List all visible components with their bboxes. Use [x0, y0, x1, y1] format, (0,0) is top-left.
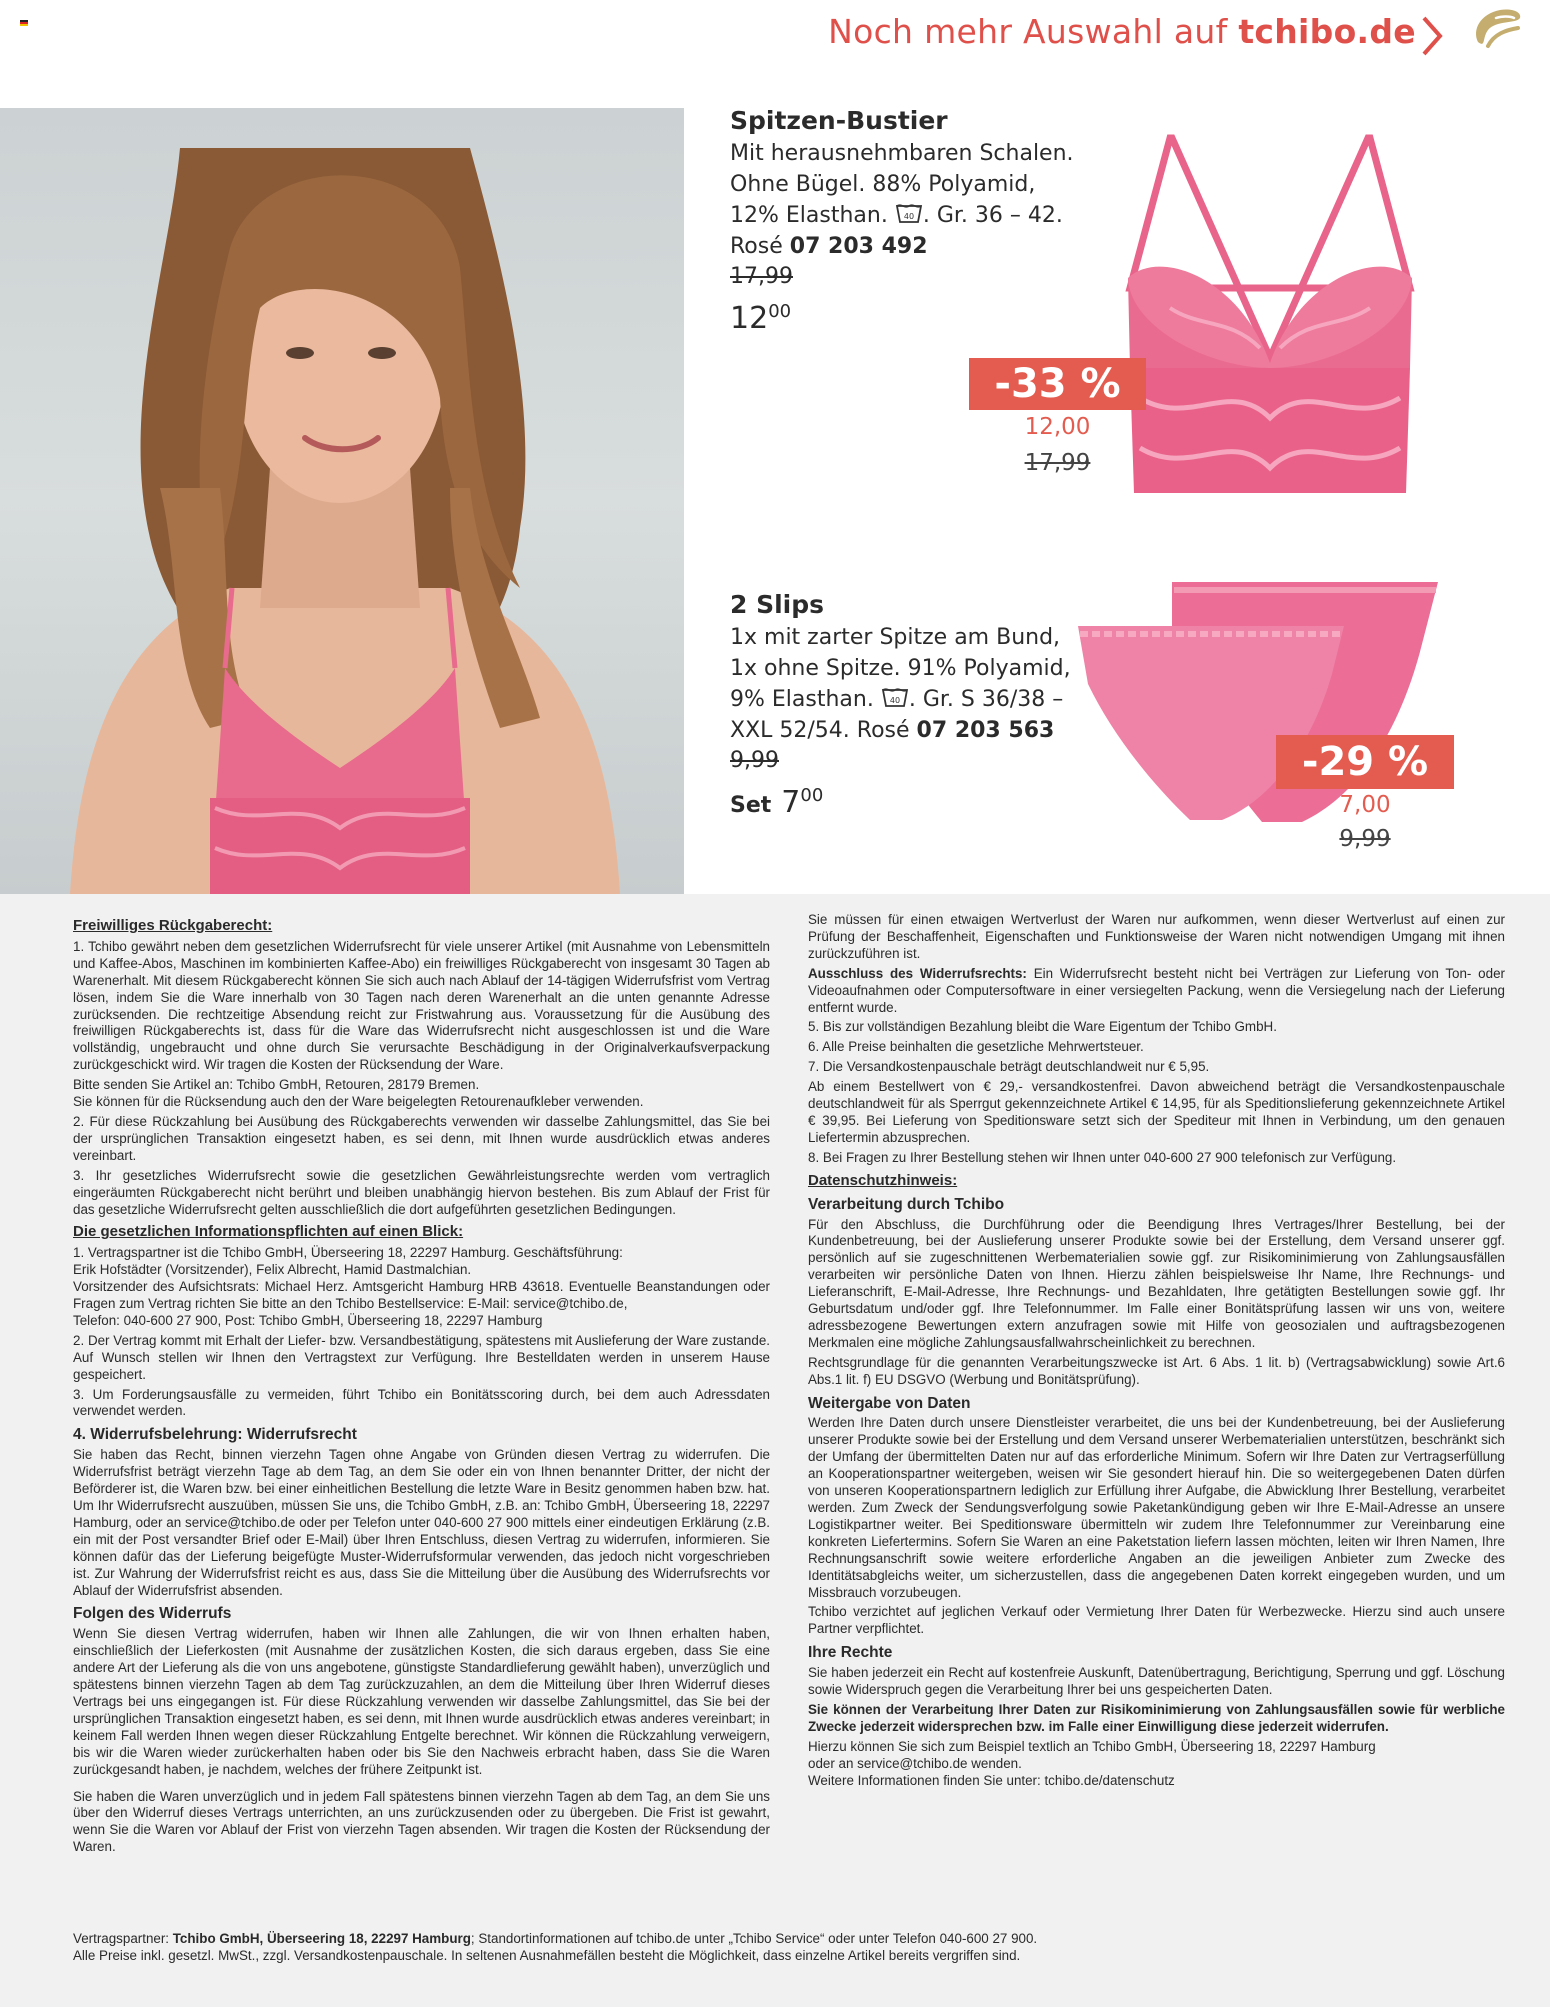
price-main: 7	[781, 785, 801, 820]
promo-header[interactable]	[828, 12, 1416, 51]
legal-paragraph: Sie haben die Waren unverzüglich und in jedem Fall spätestens binnen vierzehn Tagen ab dem Tag, an dem Sie uns über den Widerruf dieses Vertrags unterrichten, an uns zurückzusenden oder zu übergeben. Die Frist ist gewahrt, wenn Sie die Waren vor Ablauf der Frist von vierzehn Tagen absenden. Wir tragen die Kosten der Rücksendung der Waren.	[73, 1788, 770, 1855]
legal-paragraph: Sie können für die Rücksendung auch den der Ware beigelegten Retourenaufkleber verwenden.	[73, 1094, 644, 1110]
svg-text:40: 40	[889, 696, 900, 705]
wash-40-icon	[881, 686, 909, 708]
legal-paragraph: 2. Für diese Rückzahlung bei Ausübung des Rückgaberechts verwenden wir dasselbe Zahlungsmittel, das Sie bei der ursprünglichen Transaktion eingesetzt haben, es sei denn, mit Ihnen wurde ausdrücklich etwas anderes vereinbart.	[73, 1113, 770, 1163]
legal-paragraph: 1. Tchibo gewährt neben dem gesetzlichen Widerrufsrecht für viele unserer Artikel (mit Ausnahme von Lebensmitteln und Kaffee-Abos, Maschinen im kombinierten Kaffee-Abo) ein freiwilliges Rückgaberecht von insgesamt 30 Tagen ab Warenerhalt. Mit diesem Rückgaberecht können Sie sich auch nach Ablauf der 14-tägigen Widerrufsfrist vom Vertrag lösen, indem Sie die Ware innerhalb von 30 Tagen nach deren Warenerhalt an die unten genannte Adresse zurücksenden. Die rechtzeitige Absendung reicht zur Fristwahrung aus. Voraussetzung für die Ausübung des freiwilligen Rückgaberechts ist, dass für die Ware das Widerrufsrecht nicht ausgeschlossen ist und die Ware vollständig, ungebraucht und ohne durch Sie verursachte Beschädigung in der Originalverkaufsverpackung zurückgeschickt wird. Wir tragen die Kosten der Rücksendung der Ware.	[73, 938, 770, 1073]
product-desc-text: . Gr. S 36/38 –	[908, 687, 1064, 712]
product-desc-text: 12% Elasthan.	[730, 203, 888, 228]
discount-badge: -33 %	[969, 358, 1146, 410]
current-price	[730, 776, 1071, 826]
legal-paragraph: Vorsitzender des Aufsichtsrats: Michael Herz. Amtsgericht Hamburg HRB 43618. Eventuelle Beanstandungen oder Fragen zum Vertrag richten Sie bitte an den Tchibo Bestellservice: E-Mail: service@tchibo.de,	[73, 1279, 770, 1312]
footer-text: Vertragspartner:	[73, 1931, 173, 1946]
price-main: 12	[730, 301, 769, 336]
section-heading: Folgen des Widerrufs	[73, 1605, 232, 1623]
promo-header-brand: tchibo.de	[1238, 12, 1416, 51]
legal-paragraph: Rechtsgrundlage für die genannten Verarbeitungszwecke ist Art. 6 Abs. 1 lit. b) (Vertragsabwicklung) sowie Art.6 Abs.1 lit. f) EU DSGVO (Werbung und Bonitätsprüfung).	[808, 1354, 1505, 1387]
current-price	[730, 292, 1074, 339]
product-desc-line: Ohne Bügel. 88% Polyamid,	[730, 172, 1036, 197]
section-heading: Datenschutzhinweis:	[808, 1171, 958, 1189]
section-heading: 4. Widerrufsbelehrung: Widerrufsrecht	[73, 1426, 357, 1444]
chevron-right-icon[interactable]	[1418, 14, 1446, 58]
price-cents: 00	[768, 301, 792, 322]
product-size-color: XXL 52/54. Rosé	[730, 718, 910, 743]
wash-40-icon	[895, 202, 923, 224]
model-photo	[0, 108, 684, 894]
price-cents: 00	[800, 785, 824, 806]
legal-paragraph: 5. Bis zur vollständigen Bezahlung bleibt die Ware Eigentum der Tchibo GmbH.	[808, 1019, 1277, 1035]
legal-paragraph	[808, 1702, 1505, 1736]
legal-right-column	[808, 912, 1505, 1793]
product-desc-line: Mit herausnehmbaren Schalen.	[730, 141, 1074, 166]
legal-paragraph: Hierzu können Sie sich zum Beispiel textlich an Tchibo GmbH, Überseering 18, 22297 Hamburg	[808, 1738, 1376, 1754]
section-heading: Freiwilliges Rückgaberecht:	[73, 917, 273, 934]
legal-paragraph: 7. Die Versandkostenpauschale beträgt deutschlandweit nur € 5,95.	[808, 1059, 1210, 1075]
set-label: Set	[730, 793, 772, 818]
legal-paragraph: 6. Alle Preise beinhalten die gesetzliche Mehrwertsteuer.	[808, 1039, 1144, 1055]
product-color: Rosé	[730, 234, 783, 259]
legal-paragraph: 3. Ihr gesetzliches Widerrufsrecht sowie die gesetzlichen Gewährleistungsrechte werden vom vertraglich eingeräumten Rückgaberecht nicht berührt und bleiben unabhängig hiervon bestehen. Bis zum Ablauf der Frist für das gesetzliche Widerrufsrecht gelten ausschließlich die dort aufgeführten gesetzlichen Bedingungen.	[73, 1167, 770, 1217]
old-price: 17,99	[730, 264, 793, 289]
product-name: 2 Slips	[730, 590, 825, 619]
badge-price: 12,00	[1024, 414, 1091, 440]
legal-bold-text: Sie können der Verarbeitung Ihrer Daten zur Risikominimierung von Zahlungsausfällen sowie für werbliche Zwecke jederzeit widersprechen bzw. im Falle einer Einwilligung diese jederzeit widerrufen.	[808, 1701, 1505, 1734]
legal-paragraph: Ab einem Bestellwert von € 29,- versandkostenfrei. Davon abweichend beträgt die Versandkostenpauschale deutschlandweit für als Sperrgut gekennzeichnete Artikel € 14,95, für als Speditionslieferung gekennzeichnete Artikel € 39,95. Bei Lieferung von Speditionsware setzt sich der Spediteur mit Ihnen in Verbindung, um den genauen Liefertermin abzusprechen.	[808, 1079, 1505, 1145]
legal-paragraph: Für den Abschluss, die Durchführung oder die Beendigung Ihres Vertrages/Ihrer Bestellung, bei der Kundenbetreuung, bei der Auslieferung unserer Produkte sowie bei der Erstellung, dem Versand unserer ggf. persönlich auf sie zugeschnittenen Werbematerialien sowie ggf. zur Risikominimierung von Zahlungsausfällen verarbeiten wir persönliche Daten von Ihnen. Hierzu zählen beispielsweise Ihr Name, Ihre Rechnungs- und Lieferanschrift, E-Mail-Adresse, Ihre Rechnungs- und Bezahldaten, Ihre getätigten Bestellungen sowie ggf. Ihr Geburtsdatum und/oder ggf. Ihre Telefonnummer. Im Falle einer Bonitätsprüfung lassen wir uns von, weitere adressbezogene Bewertungen extern anzufragen sowie mit Hilfe von geosozialen und auftragsbezogenen Merkmalen eine mögliche Zahlungsausfallwahrscheinlichkeit zu berechnen.	[808, 1216, 1505, 1350]
legal-paragraph: 3. Um Forderungsausfälle zu vermeiden, führt Tchibo ein Bonitätsscoring durch, bei dem auch Adressdaten verwendet werden.	[73, 1386, 770, 1419]
product-name: Spitzen-Bustier	[730, 106, 948, 135]
discount-badge: -29 %	[1276, 735, 1454, 789]
legal-paragraph: 1. Vertragspartner ist die Tchibo GmbH, Überseering 18, 22297 Hamburg. Geschäftsführung:	[73, 1245, 623, 1261]
section-heading: Die gesetzlichen Informationspflichten auf einen Blick:	[73, 1223, 464, 1241]
footer-line: Alle Preise inkl. gesetzl. MwSt., zzgl. Versandkostenpauschale. In seltenen Ausnahmefällen besteht die Möglichkeit, dass einzelne Artikel bereits vergriffen sind.	[73, 1948, 1021, 1963]
product-desc-line: 1x mit zarter Spitze am Bund,	[730, 625, 1061, 650]
product-number: 07 203 563	[916, 718, 1055, 743]
tchibo-logo	[1466, 0, 1526, 60]
badge-price: 7,00	[1339, 792, 1391, 818]
legal-paragraph	[808, 966, 1505, 1017]
legal-paragraph: Sie haben jederzeit ein Recht auf kostenfreie Auskunft, Datenübertragung, Berichtigung, Sperrung und ggf. Löschung sowie Widerspruch gegen die Verarbeitung Ihrer bei uns gespeicherten Daten.	[808, 1665, 1505, 1698]
product-article	[730, 715, 1071, 746]
badge-old-price: 9,99	[1339, 826, 1391, 852]
section-heading: Weitergabe von Daten	[808, 1394, 971, 1412]
legal-paragraph: oder an service@tchibo.de wenden.	[808, 1755, 1022, 1771]
product-desc-line	[730, 684, 1071, 715]
legal-bold-text: Ausschluss des Widerrufsrechts:	[808, 965, 1027, 981]
legal-paragraph: Tchibo verzichtet auf jeglichen Verkauf oder Vermietung Ihrer Daten für Werbezwecke. Hierzu sind auch unsere Partner verpflichtet.	[808, 1604, 1505, 1637]
footer-text: ; Standortinformationen auf tchibo.de unter „Tchibo Service“ oder unter Telefon 040-600 27 900.	[470, 1931, 1038, 1946]
product-article	[730, 231, 1074, 262]
legal-paragraph: Erik Hofstädter (Vorsitzender), Felix Albrecht, Hamid Dastmalchian.	[73, 1262, 472, 1278]
legal-text: Ein Widerrufsrecht besteht nicht bei Verträgen zur Lieferung von Ton- oder Videoaufnahmen oder Computersoftware in einer versiegelten Packung, wenn die Versiegelung nach der Lieferung entfernt wurde.	[808, 965, 1505, 1015]
language-flag-icon[interactable]	[20, 20, 28, 26]
footer	[73, 1930, 1037, 1964]
product-slips[interactable]	[730, 588, 1071, 826]
product-number: 07 203 492	[789, 234, 928, 259]
legal-paragraph: Sie haben das Recht, binnen vierzehn Tagen ohne Angabe von Gründen diesen Vertrag zu widerrufen. Die Widerrufsfrist beträgt vierzehn Tage ab dem Tag, an dem Sie oder ein von Ihnen benannter Dritter, der nicht der Beförderer ist, die Waren bzw. bei einer einheitlichen Bestellung die letzte Ware in Besitz genommen haben bzw. hat. Um Ihr Widerrufsrecht auszuüben, müssen Sie uns, die Tchibo GmbH, z.B. an: Tchibo GmbH, Überseering 18, 22297 Hamburg, oder an service@tchibo.de oder per Telefon unter 040-600 27 900 mittels einer eindeutigen Erklärung (z.B. ein mit der Post versandter Brief oder E-Mail) über Ihren Entschluss, diesen Vertrag zu widerrufen, informieren. Sie können dafür das der Lieferung beigefügte Muster-Widerrufsformular verwenden, das jedoch nicht vorgeschrieben ist. Zur Wahrung der Widerrufsfrist reicht es aus, dass Sie die Mitteilung über die Ausübung des Widerrufsrechts vor Ablauf der Widerrufsfrist absenden.	[73, 1447, 770, 1598]
legal-paragraph: 8. Bei Fragen zu Ihrer Bestellung stehen wir Ihnen unter 040-600 27 900 telefonisch zur Verfügung.	[808, 1149, 1397, 1165]
old-price: 9,99	[730, 748, 779, 773]
legal-paragraph: Weitere Informationen finden Sie unter: tchibo.de/datenschutz	[808, 1772, 1175, 1788]
legal-paragraph: Werden Ihre Daten durch unsere Dienstleister verarbeitet, die uns bei der Kundenbetreuung, bei der Auslieferung unserer Produkte sowie bei der Erstellung und dem Versand unserer Werbematerialien unterstützen, beschränkt sich der Umfang der übermittelten Daten nur auf das erforderliche Minimum. Sofern wir Ihre Daten zur Vertragserfüllung an Kooperationspartner weitergeben, weisen wir Sie gesondert hierauf hin. Die so weitergegebenen Daten dürfen von unseren Kooperationspartnern lediglich zur Erfüllung ihrer Aufgabe, die Abwicklung Ihrer Bestellung, verarbeitet werden. Zum Zweck der Sendungsverfolgung sowie Paketankündigung geben wir Ihre E-Mail-Adresse an unsere Logistikpartner weiter. Bei Speditionsware übermitteln wir zudem Ihre Telefonnummer zur Vereinbarung eine konkreten Liefertermins. Sofern Sie Waren an eine Paketstation liefern lassen möchten, leiten wir Ihren Namen, Ihre Rechnungsanschrift sowie weitere erforderliche Angaben an die jeweiligen Anbieter zum Zwecke des Identitätsabgleichs weiter, um sicherzustellen, dass die angegebenen Daten korrekt eingegeben wurden, und um Missbrauch vorzubeugen.	[808, 1415, 1505, 1600]
promo-header-text: Noch mehr Auswahl auf	[828, 12, 1239, 51]
section-heading: Ihre Rechte	[808, 1644, 893, 1662]
legal-paragraph: Telefon: 040-600 27 900, Post: Tchibo GmbH, Überseering 18, 22297 Hamburg	[73, 1312, 543, 1328]
product-desc-text: . Gr. 36 – 42.	[922, 203, 1063, 228]
product-bustier[interactable]	[730, 104, 1074, 339]
svg-text:40: 40	[903, 212, 914, 221]
badge-old-price: 17,99	[1024, 450, 1091, 476]
legal-paragraph: Sie müssen für einen etwaigen Wertverlust der Waren nur aufkommen, wenn dieser Wertverlust auf einen zur Prüfung der Beschaffenheit, Eigenschaften und Funktionsweise der Waren nicht notwendigen Umgang mit ihnen zurückzuführen ist.	[808, 912, 1505, 961]
legal-paragraph: Bitte senden Sie Artikel an: Tchibo GmbH, Retouren, 28179 Bremen.	[73, 1077, 480, 1093]
product-desc-text: 9% Elasthan.	[730, 687, 874, 712]
section-heading: Verarbeitung durch Tchibo	[808, 1195, 1005, 1213]
legal-paragraph: Wenn Sie diesen Vertrag widerrufen, haben wir Ihnen alle Zahlungen, die wir von Ihnen erhalten haben, einschließlich der Lieferkosten (mit Ausnahme der zusätzlichen Kosten, die sich daraus ergeben, dass Sie eine andere Art der Lieferung als die von uns angebotene, günstigste Standardlieferung gewählt haben), unverzüglich und spätestens binnen vierzehn Tagen ab dem Tag zurückzuzahlen, an dem die Mitteilung über Ihren Widerruf dieses Vertrags bei uns eingegangen ist. Für diese Rückzahlung verwenden wir dasselbe Zahlungsmittel, das Sie bei der ursprünglichen Transaktion eingesetzt haben, es sei denn, mit Ihnen wurde ausdrücklich etwas anderes vereinbart; in keinem Fall werden Ihnen wegen dieser Rückzahlung Entgelte berechnet. Wir können die Rückzahlung verweigern, bis wir die Waren wieder zurückerhalten haben oder bis Sie den Nachweis erbracht haben, dass Sie die Waren zurückgesandt haben, je nachdem, welches der frühere Zeitpunkt ist.	[73, 1626, 770, 1777]
footer-company: Tchibo GmbH, Überseering 18, 22297 Hamburg	[172, 1931, 471, 1946]
product-desc-line: 1x ohne Spitze. 91% Polyamid,	[730, 656, 1071, 681]
legal-left-column	[73, 912, 770, 1859]
product-desc-line	[730, 200, 1074, 231]
footer-line	[73, 1930, 1037, 1947]
legal-paragraph: 2. Der Vertrag kommt mit Erhalt der Liefer- bzw. Versandbestätigung, spätestens mit Auslieferung der Ware zustande. Auf Wunsch stellen wir Ihnen den Vertragstext zur Verfügung. Ihre Bestelldaten werden in unserem Hause gespeichert.	[73, 1332, 770, 1382]
bustier-image[interactable]	[1110, 128, 1430, 500]
